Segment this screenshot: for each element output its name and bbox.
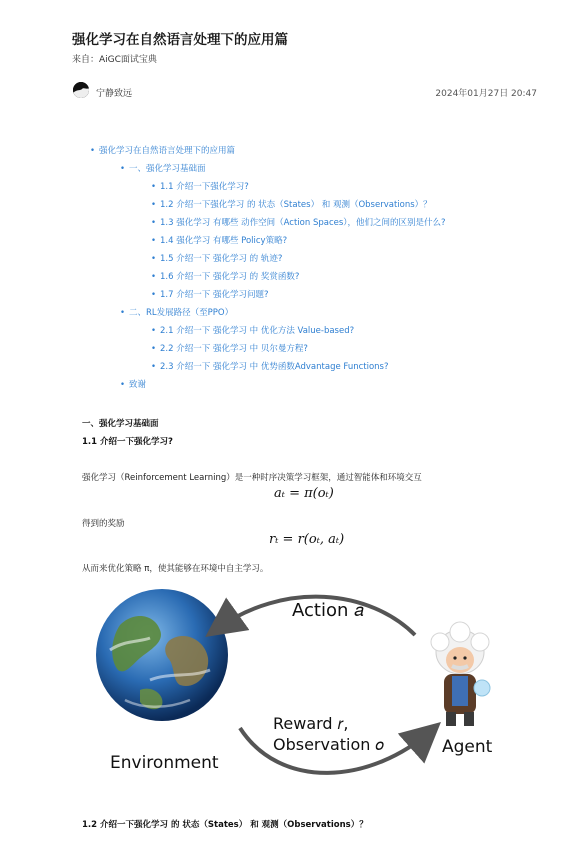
section-heading: 一、强化学习基础面: [82, 419, 159, 429]
bullet-icon: •: [120, 380, 126, 390]
avatar-icon: [73, 82, 89, 98]
toc-item-label: 2.1 介绍一下 强化学习 中 优化方法 Value-based?: [160, 326, 355, 336]
paragraph-reward: 得到的奖励: [82, 519, 125, 529]
bullet-icon: •: [151, 344, 157, 354]
equation-reward: rₜ = r(oₜ, aₜ): [269, 532, 345, 547]
toc-item[interactable]: [151, 216, 446, 228]
toc-item-label: 2.2 介绍一下 强化学习 中 贝尔曼方程?: [160, 344, 308, 354]
observation-label: Observation 𝑜: [273, 735, 385, 754]
agent-label: Agent: [442, 737, 493, 757]
toc-item[interactable]: [151, 324, 354, 336]
reward-label: Reward 𝑟,: [273, 714, 349, 733]
action-label: Action 𝑎: [292, 600, 364, 621]
author-name[interactable]: 宁静致远: [96, 89, 133, 99]
agent-mascot-icon: [431, 622, 490, 726]
toc-item-label: 致谢: [129, 380, 147, 390]
paragraph-intro: 强化学习（Reinforcement Learning）是一种时序决策学习框架，通过智能体和环境交互: [82, 473, 422, 483]
bullet-icon: •: [151, 290, 157, 300]
rl-diagram: [80, 580, 500, 780]
toc-item-label: 1.4 强化学习 有哪些 Policy策略?: [160, 236, 288, 246]
bullet-icon: •: [151, 182, 157, 192]
paragraph-policy: 从而来优化策略 π，使其能够在环境中自主学习。: [82, 564, 269, 574]
environment-label: Environment: [110, 753, 219, 773]
toc-item[interactable]: [151, 198, 432, 210]
publish-date: 2024年01月27日 20:47: [435, 89, 537, 99]
bullet-icon: •: [151, 200, 157, 210]
avatar[interactable]: [73, 82, 89, 98]
bullet-icon: •: [120, 164, 126, 174]
subsection-heading-states: 1.2 介绍一下强化学习 的 状态（States） 和 观测（Observations）？: [82, 820, 368, 830]
bullet-icon: •: [151, 362, 157, 372]
toc-item[interactable]: [151, 252, 282, 264]
earth-icon: [96, 589, 228, 721]
toc-item-label: 强化学习在自然语言处理下的应用篇: [99, 146, 236, 156]
source-line: 来自：AiGC面试宝典: [72, 55, 157, 65]
toc-item[interactable]: [151, 342, 308, 354]
toc-item-label: 1.3 强化学习 有哪些 动作空间（Action Spaces），他们之间的区别是什么?: [160, 218, 446, 228]
toc-item-label: 1.7 介绍一下 强化学习问题?: [160, 290, 269, 300]
bullet-icon: •: [151, 218, 157, 228]
toc-item[interactable]: [151, 270, 299, 282]
bullet-icon: •: [151, 326, 157, 336]
toc-item[interactable]: [151, 234, 287, 246]
bullet-icon: •: [151, 272, 157, 282]
toc-item-label: 2.3 介绍一下 强化学习 中 优势函数Advantage Functions?: [160, 362, 389, 372]
toc-item[interactable]: [90, 144, 235, 156]
rl-diagram-svg: [80, 580, 500, 780]
bullet-icon: •: [151, 236, 157, 246]
toc-item-label: 1.1 介绍一下强化学习?: [160, 182, 249, 192]
page-title: 强化学习在自然语言处理下的应用篇: [72, 32, 288, 48]
bullet-icon: •: [120, 308, 126, 318]
toc-item-label: 1.6 介绍一下 强化学习 的 奖赏函数?: [160, 272, 300, 282]
bullet-icon: •: [90, 146, 96, 156]
toc-item[interactable]: [120, 162, 206, 174]
toc-item[interactable]: [151, 288, 268, 300]
toc-item[interactable]: [151, 360, 389, 372]
toc-item-label: 1.5 介绍一下 强化学习 的 轨迹?: [160, 254, 283, 264]
bullet-icon: •: [151, 254, 157, 264]
toc-item[interactable]: [151, 180, 249, 192]
subsection-heading: 1.1 介绍一下强化学习?: [82, 437, 173, 447]
toc-item-label: 二、RL发展路径（至PPO）: [129, 308, 234, 318]
equation-action: aₜ = π(oₜ): [274, 486, 334, 501]
toc-item-label: 一、强化学习基础面: [129, 164, 206, 174]
toc-item[interactable]: [120, 378, 146, 390]
toc-item-label: 1.2 介绍一下强化学习 的 状态（States） 和 观测（Observations）？: [160, 200, 432, 210]
toc-item[interactable]: [120, 306, 233, 318]
